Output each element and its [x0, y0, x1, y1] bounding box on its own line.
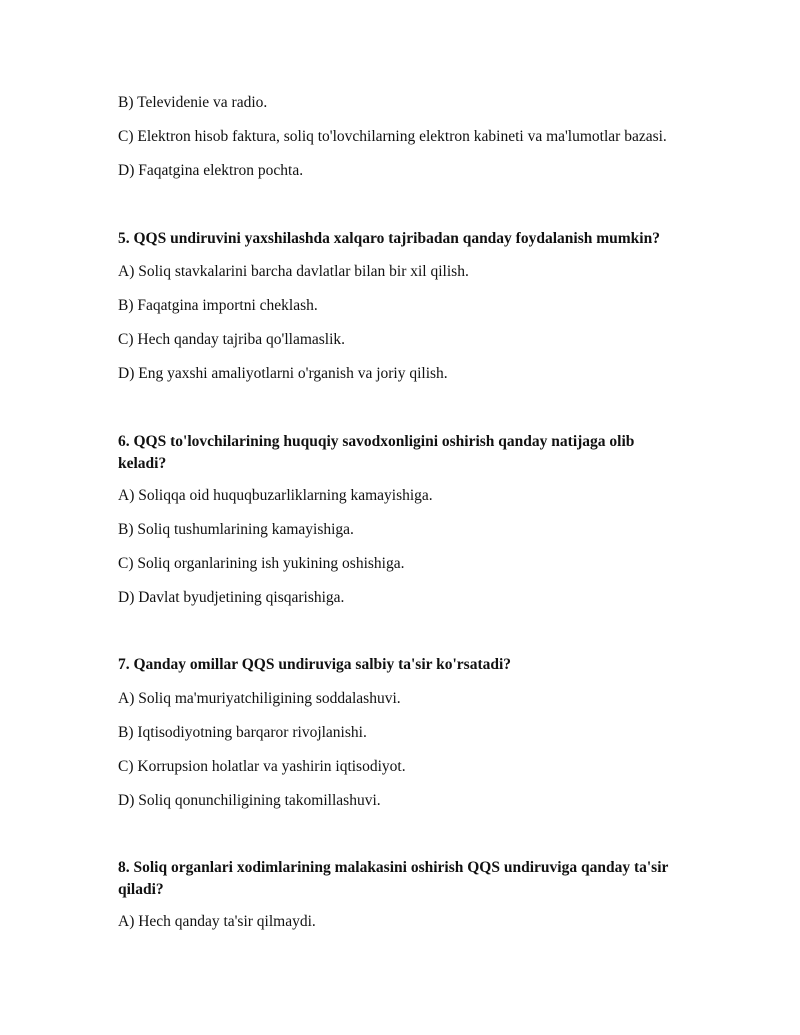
question-5: 5. QQS undiruvini yaxshilashda xalqaro tajribadan qanday foydalanish mumkin? [118, 230, 660, 247]
option-5a: A) Soliq stavkalarini barcha davlatlar bilan bir xil qilish. [118, 263, 469, 280]
option-7d: D) Soliq qonunchiligining takomillashuvi. [118, 792, 381, 809]
question-6: 6. QQS to'lovchilarining huquqiy savodxonligini oshirish qanday natijaga olib keladi? [118, 433, 635, 472]
question-7: 7. Qanday omillar QQS undiruviga salbiy ta'sir ko'rsatadi? [118, 656, 512, 673]
option-prev-c: C) Elektron hisob faktura, soliq to'lovchilarning elektron kabineti va ma'lumotlar bazasi. [118, 128, 667, 145]
option-5c: C) Hech qanday tajriba qo'llamaslik. [118, 331, 346, 348]
question-8: 8. Soliq organlari xodimlarining malakasini oshirish QQS undiruviga qanday ta'sir qiladi? [118, 859, 669, 898]
option-prev-b: B) Televidenie va radio. [118, 94, 268, 111]
option-7c: C) Korrupsion holatlar va yashirin iqtisodiyot. [118, 758, 406, 775]
option-5d: D) Eng yaxshi amaliyotlarni o'rganish va joriy qilish. [118, 365, 448, 382]
option-6b: B) Soliq tushumlarining kamayishiga. [118, 521, 354, 538]
option-6a: A) Soliqqa oid huquqbuzarliklarning kamayishiga. [118, 487, 433, 504]
option-prev-d: D) Faqatgina elektron pochta. [118, 162, 304, 179]
option-6c: C) Soliq organlarining ish yukining oshishiga. [118, 555, 405, 572]
option-7b: B) Iqtisodiyotning barqaror rivojlanishi. [118, 724, 367, 741]
option-5b: B) Faqatgina importni cheklash. [118, 297, 318, 314]
option-7a: A) Soliq ma'muriyatchiligining soddalashuvi. [118, 690, 401, 707]
option-8a: A) Hech qanday ta'sir qilmaydi. [118, 913, 316, 930]
option-6d: D) Davlat byudjetining qisqarishiga. [118, 589, 345, 606]
